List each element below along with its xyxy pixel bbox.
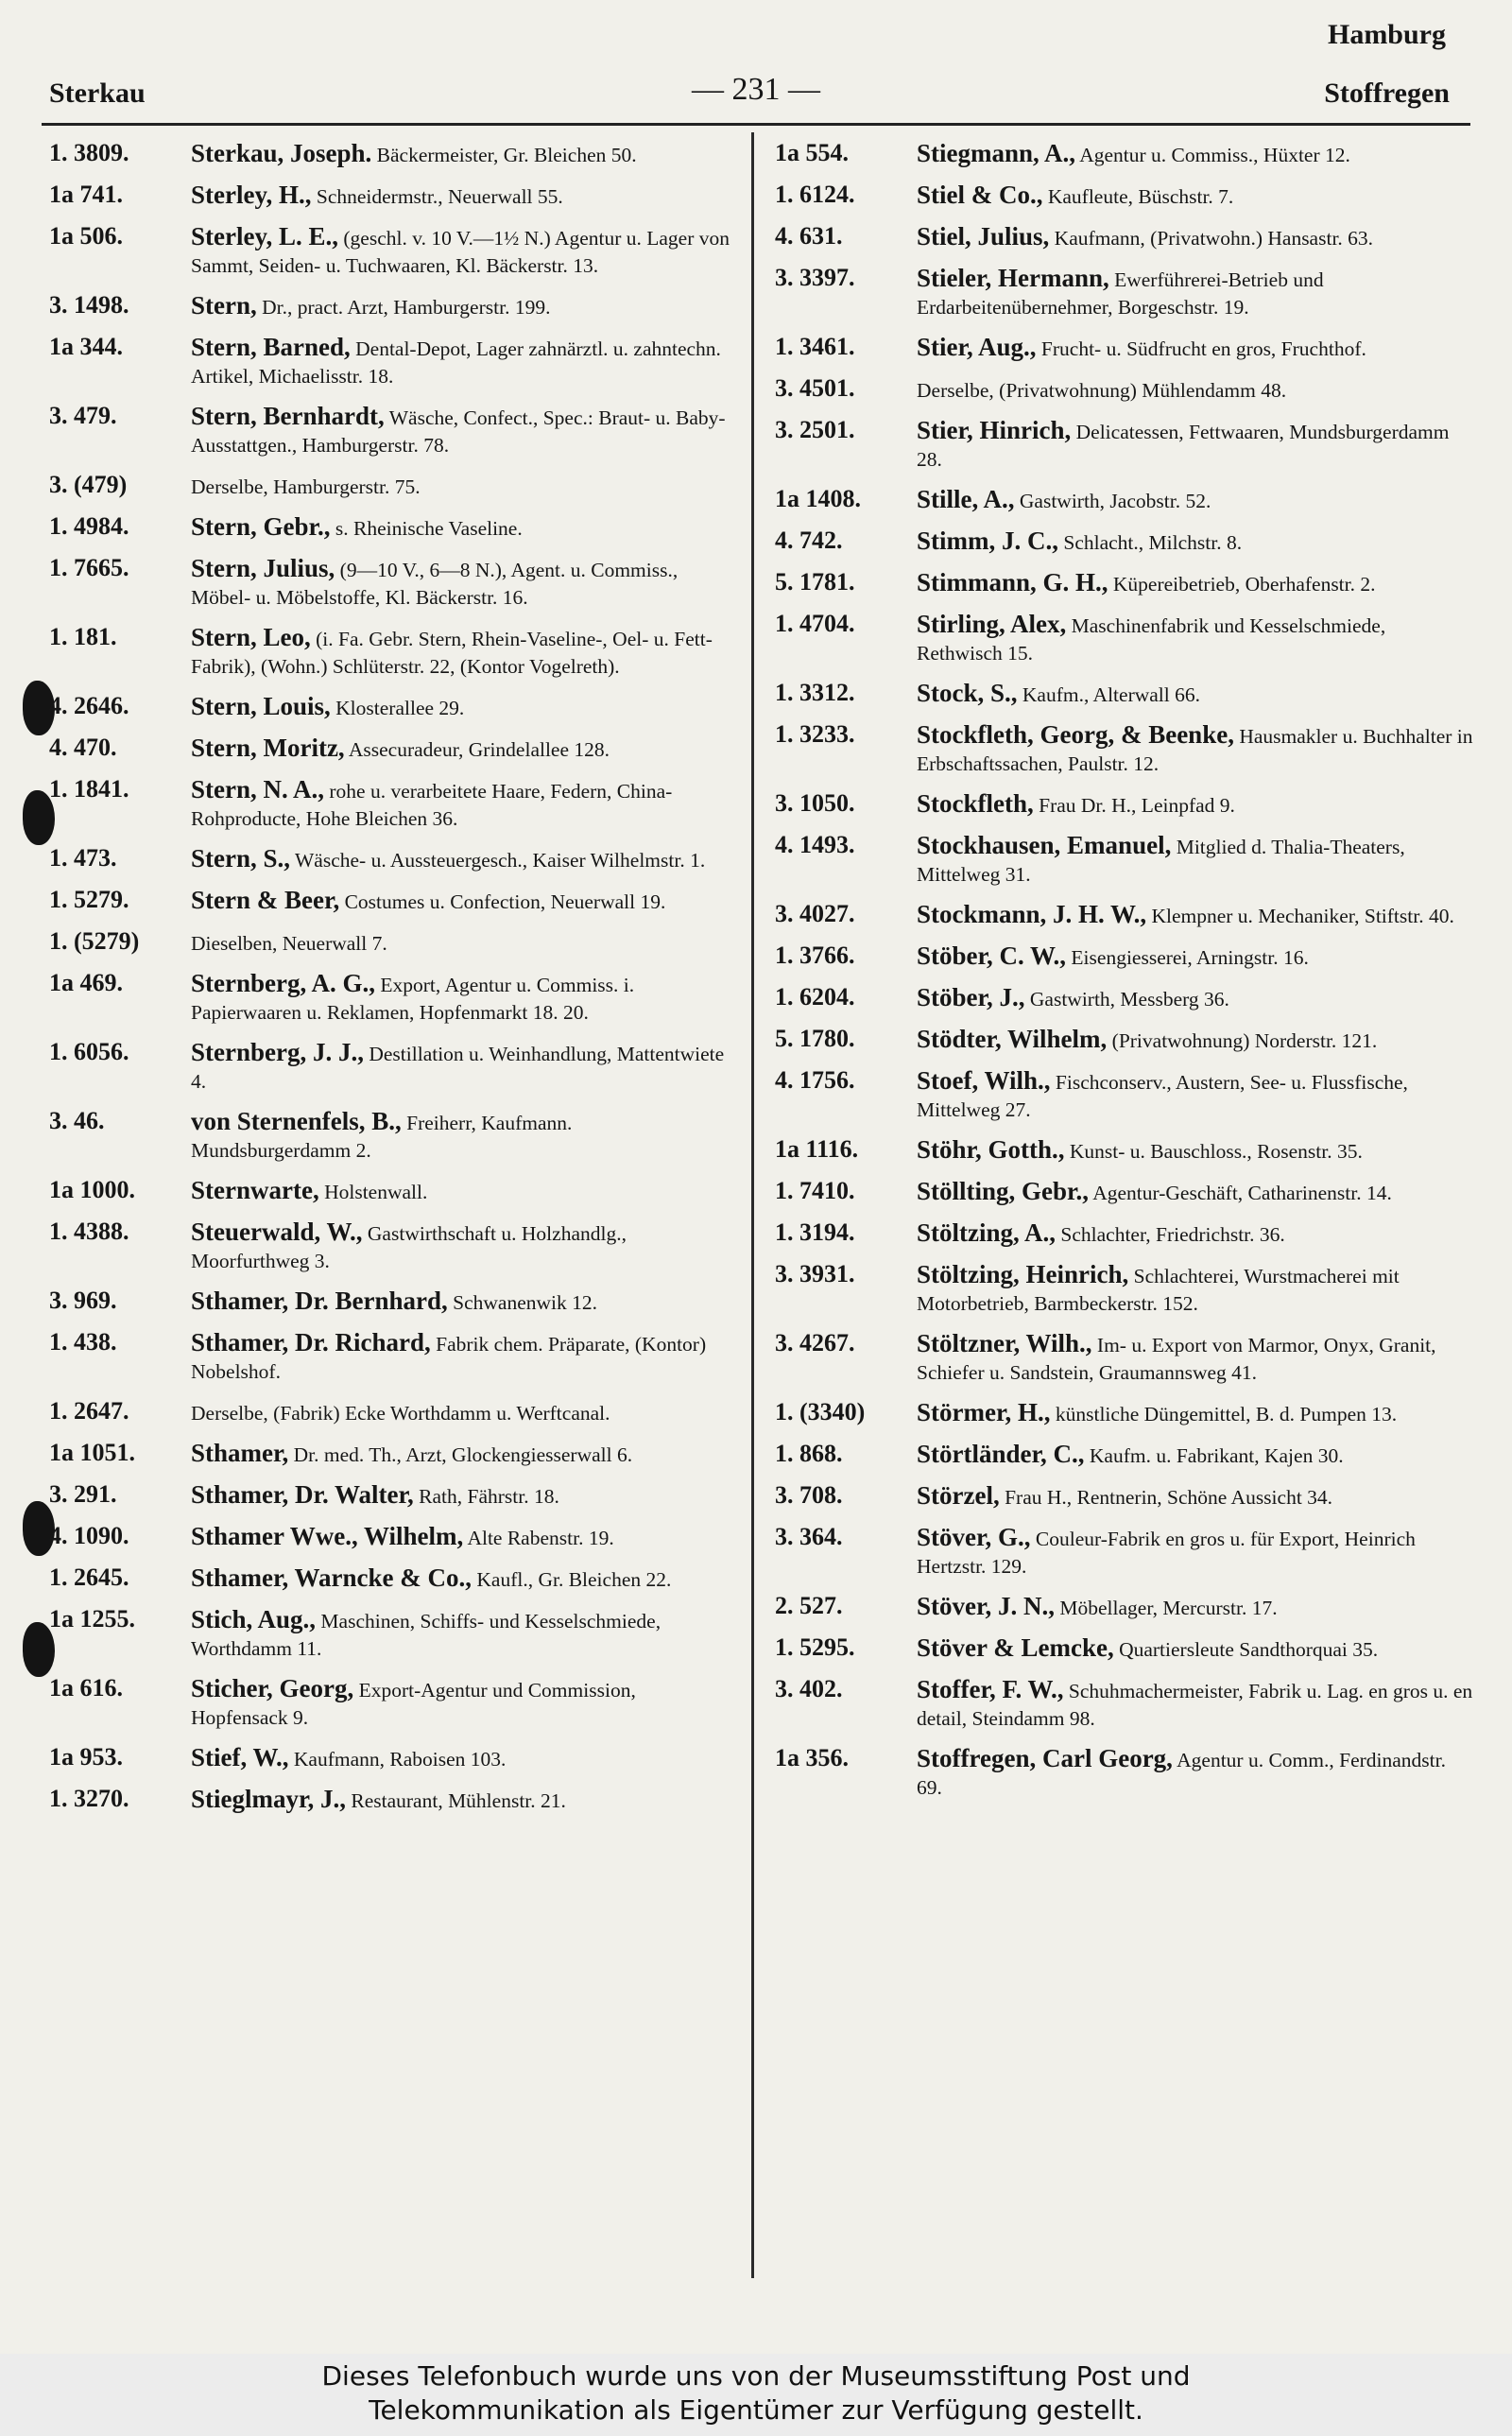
- phone-reference: 1. 181.: [49, 623, 117, 650]
- phone-reference: 3. 708.: [775, 1481, 843, 1509]
- directory-entry: [775, 265, 1474, 321]
- phone-reference: 1. 2645.: [49, 1564, 129, 1591]
- directory-entry: [775, 1261, 1474, 1318]
- phone-reference: 4. 470.: [49, 734, 117, 761]
- phone-reference: 3. 3397.: [775, 264, 855, 291]
- directory-entry: [49, 1481, 734, 1511]
- phone-reference: 3. (479): [49, 471, 128, 498]
- directory-entry: [49, 1287, 734, 1317]
- footer-line: Dieses Telefonbuch wurde uns von der Museumsstiftung Post und: [321, 2360, 1191, 2392]
- directory-entry: [49, 693, 734, 722]
- subscriber-name: Stern, Gebr.,: [191, 512, 331, 541]
- subscriber-name: Sticher, Georg,: [191, 1674, 354, 1702]
- directory-entry: [49, 887, 734, 916]
- subscriber-details: Eisengiesserei, Arningstr. 16.: [1066, 946, 1309, 969]
- subscriber-details: (Privatwohnung) Norderstr. 121.: [1107, 1029, 1378, 1052]
- subscriber-details: Alte Rabenstr. 19.: [463, 1527, 614, 1549]
- subscriber-details: Derselbe, Hamburgerstr. 75.: [191, 475, 421, 498]
- directory-entry: [775, 1441, 1474, 1470]
- subscriber-name: Stern,: [191, 291, 257, 320]
- subscriber-details: Im- u. Export von Marmor, Onyx, Granit, Schiefer u. Sandstein, Graumannsweg 41.: [917, 1334, 1436, 1384]
- phone-reference: 1. 3809.: [49, 139, 129, 166]
- subscriber-details: Assecuradeur, Grindelallee 128.: [344, 738, 610, 761]
- directory-entry: [49, 555, 734, 612]
- directory-entry: [49, 970, 734, 1027]
- subscriber-name: Sternwarte,: [191, 1176, 319, 1204]
- directory-entry: [775, 901, 1474, 930]
- phone-reference: 1a 469.: [49, 969, 123, 996]
- phone-reference: 1. 3270.: [49, 1785, 129, 1812]
- phone-reference: 3. 2501.: [775, 416, 855, 443]
- directory-entry: [49, 1218, 734, 1275]
- phone-reference: 1. 5295.: [775, 1633, 855, 1661]
- directory-entry: [775, 1330, 1474, 1387]
- subscriber-details: Agentur u. Commiss., Hüxter 12.: [1075, 144, 1350, 166]
- phone-reference: 1. 4704.: [775, 610, 855, 637]
- subscriber-details: Ewerführerei-Betrieb und Erdarbeitenübernehmer, Borgeschstr. 19.: [917, 268, 1324, 319]
- directory-entry: [775, 1745, 1474, 1802]
- directory-entry: [775, 1524, 1474, 1581]
- subscriber-name: Sternberg, A. G.,: [191, 969, 375, 997]
- subscriber-name: Stern, N. A.,: [191, 775, 324, 803]
- subscriber-details: Gastwirth, Messberg 36.: [1024, 988, 1229, 1011]
- subscriber-name: Stier, Hinrich,: [917, 416, 1072, 444]
- subscriber-details: Klosterallee 29.: [330, 697, 465, 719]
- subscriber-details: Derselbe, (Fabrik) Ecke Worthdamm u. Werftcanal.: [191, 1402, 610, 1425]
- directory-entry: [49, 845, 734, 874]
- subscriber-details: Gastwirth, Jacobstr. 52.: [1014, 490, 1211, 512]
- phone-reference: 1a 506.: [49, 222, 123, 250]
- subscriber-details: Schlachterei, Wurstmacherei mit Motorbetrieb, Barmbeckerstr. 152.: [917, 1265, 1400, 1315]
- directory-entry: [49, 223, 734, 280]
- subscriber-details: Delicatessen, Fettwaaren, Mundsburgerdamm 28.: [917, 421, 1450, 471]
- subscriber-name: Sternberg, J. J.,: [191, 1038, 364, 1066]
- subscriber-name: Stich, Aug.,: [191, 1605, 317, 1633]
- left-guide-word: Sterkau: [49, 78, 146, 109]
- directory-entry: [49, 472, 734, 501]
- directory-entry: [49, 1108, 734, 1165]
- phone-reference: 1a 356.: [775, 1744, 849, 1771]
- phone-reference: 4. 1090.: [49, 1522, 129, 1549]
- subscriber-details: (9—10 V., 6—8 N.), Agent. u. Commiss., Möbel- u. Möbelstoffe, Kl. Bäckerstr. 16.: [191, 559, 679, 609]
- directory-entry: [49, 624, 734, 681]
- phone-reference: 1. 5279.: [49, 886, 129, 913]
- phone-reference: 1. 438.: [49, 1328, 117, 1356]
- subscriber-details: Mitglied d. Thalia-Theaters, Mittelweg 31.: [917, 836, 1405, 886]
- directory-entry: [775, 1178, 1474, 1207]
- directory-entry: [775, 334, 1474, 363]
- subscriber-name: Störmer, H.,: [917, 1398, 1051, 1426]
- subscriber-name: Stoffregen, Carl Georg,: [917, 1744, 1173, 1772]
- subscriber-name: Stille, A.,: [917, 485, 1015, 513]
- subscriber-details: Dieselben, Neuerwall 7.: [191, 932, 387, 955]
- subscriber-name: Stier, Aug.,: [917, 333, 1037, 361]
- phone-reference: 4. 742.: [775, 527, 843, 554]
- phone-reference: 1. 473.: [49, 844, 117, 872]
- subscriber-name: Stieglmayr, J.,: [191, 1785, 346, 1813]
- subscriber-name: Stöllting, Gebr.,: [917, 1177, 1090, 1205]
- directory-entry: [49, 734, 734, 764]
- phone-reference: 3. 402.: [775, 1675, 843, 1702]
- phone-reference: 1. (3340): [775, 1398, 866, 1425]
- directory-entry: [49, 334, 734, 390]
- subscriber-details: Kaufmann, (Privatwohn.) Hansastr. 63.: [1049, 227, 1374, 250]
- directory-entry: [49, 292, 734, 321]
- subscriber-details: Frau Dr. H., Leinpfad 9.: [1033, 794, 1235, 817]
- subscriber-details: Couleur-Fabrik en gros u. für Export, Heinrich Hertzstr. 129.: [917, 1528, 1416, 1578]
- directory-entry: [775, 1067, 1474, 1124]
- subscriber-details: Costumes u. Confection, Neuerwall 19.: [339, 890, 666, 913]
- phone-reference: 3. 4501.: [775, 374, 855, 402]
- phone-reference: 1a 1051.: [49, 1439, 135, 1466]
- phone-reference: 1a 1408.: [775, 485, 861, 512]
- subscriber-name: Stirling, Alex,: [917, 610, 1067, 638]
- phone-reference: 3. 4267.: [775, 1329, 855, 1356]
- phone-reference: 1. 3312.: [775, 679, 855, 706]
- directory-entry: [49, 403, 734, 459]
- subscriber-details: Holstenwall.: [318, 1181, 428, 1203]
- phone-reference: 1. 7665.: [49, 554, 129, 581]
- subscriber-name: Stiel & Co.,: [917, 181, 1043, 209]
- footer-line: Telekommunikation als Eigentümer zur Verfügung gestellt.: [369, 2394, 1143, 2426]
- directory-entry: [775, 1634, 1474, 1664]
- directory-entry: [775, 721, 1474, 778]
- subscriber-details: Wäsche, Confect., Spec.: Braut- u. Baby-Ausstattgen., Hamburgerstr. 78.: [191, 406, 726, 457]
- directory-entry: [49, 1177, 734, 1206]
- phone-reference: 1a 1116.: [775, 1135, 859, 1163]
- subscriber-name: Stöltzing, Heinrich,: [917, 1260, 1129, 1288]
- subscriber-details: Kaufmann, Raboisen 103.: [288, 1748, 507, 1771]
- subscriber-details: Hausmakler u. Buchhalter in Erbschaftssachen, Paulstr. 12.: [917, 725, 1473, 775]
- subscriber-details: Fischconserv., Austern, See- u. Flussfische, Mittelweg 27.: [917, 1071, 1408, 1121]
- phone-reference: 1. 868.: [775, 1440, 843, 1467]
- header-rule: [42, 123, 1470, 126]
- left-column: [49, 140, 734, 1827]
- subscriber-details: Fabrik chem. Präparate, (Kontor) Nobelshof.: [191, 1333, 707, 1383]
- right-column: [775, 140, 1474, 1814]
- subscriber-details: (geschl. v. 10 V.—1½ N.) Agentur u. Lager von Sammt, Seiden- u. Tuchwaaren, Kl. Bäckerstr. 13.: [191, 227, 730, 277]
- phone-reference: 3. 1498.: [49, 291, 129, 319]
- directory-entry: [775, 527, 1474, 557]
- phone-reference: 5. 1781.: [775, 568, 855, 596]
- phone-reference: 3. 479.: [49, 402, 117, 429]
- subscriber-name: Sthamer, Dr. Walter,: [191, 1480, 414, 1509]
- right-guide-word: Stoffregen: [1324, 78, 1450, 109]
- subscriber-details: Schlacht., Milchstr. 8.: [1058, 531, 1243, 554]
- phone-reference: 4. 1756.: [775, 1066, 855, 1094]
- phone-reference: 1. 2647.: [49, 1397, 129, 1425]
- phone-reference: 3. 364.: [775, 1523, 843, 1550]
- phone-reference: 2. 527.: [775, 1592, 843, 1619]
- subscriber-details: Kaufleute, Büschstr. 7.: [1042, 185, 1234, 208]
- subscriber-name: Stief, W.,: [191, 1743, 289, 1771]
- subscriber-details: Bäckermeister, Gr. Bleichen 50.: [371, 144, 637, 166]
- subscriber-name: Stockhausen, Emanuel,: [917, 831, 1172, 859]
- subscriber-name: Steuerwald, W.,: [191, 1218, 363, 1246]
- city-header: Hamburg: [1327, 19, 1446, 50]
- subscriber-name: Stern, Louis,: [191, 692, 331, 720]
- column-divider: [751, 132, 754, 2278]
- subscriber-details: Kaufm., Alterwall 66.: [1017, 683, 1200, 706]
- subscriber-name: Sthamer, Dr. Richard,: [191, 1328, 431, 1356]
- directory-entry: [775, 569, 1474, 598]
- phone-reference: 1. 4388.: [49, 1218, 129, 1245]
- subscriber-details: Freiherr, Kaufmann. Mundsburgerdamm 2.: [191, 1112, 573, 1162]
- directory-entry: [49, 513, 734, 543]
- phone-reference: 1. (5279): [49, 927, 140, 955]
- subscriber-details: Frau H., Rentnerin, Schöne Aussicht 34.: [999, 1486, 1333, 1509]
- directory-entry: [775, 223, 1474, 252]
- subscriber-name: Stern, S.,: [191, 844, 291, 872]
- phone-reference: 1. 3461.: [775, 333, 855, 360]
- phone-reference: 1. 3766.: [775, 942, 855, 969]
- directory-entry: [775, 1399, 1474, 1428]
- phone-reference: 4. 1493.: [775, 831, 855, 858]
- phone-reference: 4. 631.: [775, 222, 843, 250]
- subscriber-name: Stiegmann, A.,: [917, 139, 1076, 167]
- subscriber-details: Export, Agentur u. Commiss. i. Papierwaaren u. Reklamen, Hopfenmarkt 18. 20.: [191, 974, 635, 1024]
- phone-reference: 1. 7410.: [775, 1177, 855, 1204]
- subscriber-details: Restaurant, Mühlenstr. 21.: [346, 1789, 566, 1812]
- subscriber-name: Stockfleth, Georg, & Beenke,: [917, 720, 1234, 749]
- subscriber-name: Stimmann, G. H.,: [917, 568, 1108, 596]
- directory-entry: [775, 790, 1474, 820]
- phone-reference: 3. 291.: [49, 1480, 117, 1508]
- subscriber-name: Stöver, J. N.,: [917, 1592, 1055, 1620]
- subscriber-name: Sthamer Wwe., Wilhelm,: [191, 1522, 464, 1550]
- phone-reference: 1. 1841.: [49, 775, 129, 803]
- phone-reference: 3. 1050.: [775, 789, 855, 817]
- phone-reference: 1a 953.: [49, 1743, 123, 1771]
- phone-reference: 1a 344.: [49, 333, 123, 360]
- subscriber-details: Maschinen, Schiffs- und Kesselschmiede, Worthdamm 11.: [191, 1610, 662, 1660]
- subscriber-name: Stern, Bernhardt,: [191, 402, 385, 430]
- subscriber-name: Stöver, G.,: [917, 1523, 1031, 1551]
- subscriber-name: Stern, Leo,: [191, 623, 311, 651]
- directory-entry: [49, 928, 734, 958]
- directory-entry: [49, 181, 734, 211]
- directory-entry: [775, 181, 1474, 211]
- subscriber-details: Kunst- u. Bauschloss., Rosenstr. 35.: [1064, 1140, 1363, 1163]
- directory-entry: [49, 1039, 734, 1096]
- directory-entry: [775, 680, 1474, 709]
- phone-reference: 1a 616.: [49, 1674, 123, 1702]
- subscriber-name: Stiel, Julius,: [917, 222, 1050, 251]
- subscriber-name: Stern, Moritz,: [191, 734, 345, 762]
- directory-entry: [775, 984, 1474, 1013]
- phone-reference: 1a 554.: [775, 139, 849, 166]
- subscriber-name: Stock, S.,: [917, 679, 1018, 707]
- directory-entry: [49, 1523, 734, 1552]
- subscriber-name: Stöber, J.,: [917, 983, 1025, 1011]
- subscriber-name: Stoffer, F. W.,: [917, 1675, 1064, 1703]
- subscriber-details: Dr. med. Th., Arzt, Glockengiesserwall 6.: [288, 1443, 633, 1466]
- directory-entry: [49, 1440, 734, 1469]
- subscriber-details: Küpereibetrieb, Oberhafenstr. 2.: [1108, 573, 1376, 596]
- subscriber-name: Stöltzner, Wilh.,: [917, 1329, 1092, 1357]
- footer-notice: [0, 2354, 1512, 2436]
- phone-reference: 4. 2646.: [49, 692, 129, 719]
- directory-entry: [775, 417, 1474, 474]
- subscriber-details: Frucht- u. Südfrucht en gros, Fruchthof.: [1036, 337, 1366, 360]
- directory-entry: [775, 486, 1474, 515]
- subscriber-details: Gastwirthschaft u. Holzhandlg., Moorfurthweg 3.: [191, 1222, 627, 1272]
- subscriber-details: Möbellager, Mercurstr. 17.: [1055, 1597, 1278, 1619]
- subscriber-name: Stimm, J. C.,: [917, 527, 1058, 555]
- subscriber-details: Rath, Fährstr. 18.: [413, 1485, 559, 1508]
- subscriber-name: Stoef, Wilh.,: [917, 1066, 1051, 1095]
- subscriber-details: Schwanenwik 12.: [447, 1291, 598, 1314]
- subscriber-name: Störzel,: [917, 1481, 1000, 1510]
- phone-reference: 1. 6124.: [775, 181, 855, 208]
- directory-entry: [775, 1136, 1474, 1166]
- subscriber-details: Agentur-Geschäft, Catharinenstr. 14.: [1089, 1182, 1392, 1204]
- directory-entry: [775, 1593, 1474, 1622]
- subscriber-details: Schuhmachermeister, Fabrik u. Lag. en gros u. en detail, Steindamm 98.: [917, 1680, 1473, 1730]
- phone-reference: 1a 741.: [49, 181, 123, 208]
- subscriber-name: Störtländer, C.,: [917, 1440, 1085, 1468]
- subscriber-name: Stern & Beer,: [191, 886, 340, 914]
- phone-reference: 3. 969.: [49, 1287, 117, 1314]
- subscriber-name: Stern, Barned,: [191, 333, 351, 361]
- subscriber-details: Klempner u. Mechaniker, Stiftstr. 40.: [1146, 905, 1454, 927]
- subscriber-details: Kaufl., Gr. Bleichen 22.: [472, 1568, 672, 1591]
- subscriber-details: Kaufm. u. Fabrikant, Kajen 30.: [1084, 1444, 1344, 1467]
- directory-entry: [775, 832, 1474, 889]
- directory-entry: [775, 942, 1474, 972]
- directory-entry: [775, 1676, 1474, 1733]
- directory-entry: [49, 1329, 734, 1386]
- directory-entry: [775, 1026, 1474, 1055]
- subscriber-details: Destillation u. Weinhandlung, Mattentwiete 4.: [191, 1043, 725, 1093]
- subscriber-details: Export-Agentur und Commission, Hopfensack 9.: [191, 1679, 636, 1729]
- phone-reference: 1. 4984.: [49, 512, 129, 540]
- subscriber-details: Maschinenfabrik und Kesselschmiede, Rethwisch 15.: [917, 614, 1386, 665]
- directory-entry: [49, 1744, 734, 1773]
- phone-reference: 1. 3233.: [775, 720, 855, 748]
- subscriber-name: von Sternenfels, B.,: [191, 1107, 402, 1135]
- subscriber-name: Stockmann, J. H. W.,: [917, 900, 1147, 928]
- phone-reference: 3. 4027.: [775, 900, 855, 927]
- subscriber-name: Stöver & Lemcke,: [917, 1633, 1114, 1662]
- directory-entry: [49, 1606, 734, 1663]
- page-number: — 231 —: [692, 72, 820, 107]
- directory-entry: [49, 1675, 734, 1732]
- directory-entry: [49, 140, 734, 169]
- directory-entry: [775, 611, 1474, 667]
- directory-entry: [49, 1786, 734, 1815]
- subscriber-details: künstliche Düngemittel, B. d. Pumpen 13.: [1050, 1403, 1398, 1425]
- subscriber-details: rohe u. verarbeitete Haare, Federn, China-Rohproducte, Hohe Bleichen 36.: [191, 780, 673, 830]
- subscriber-name: Sthamer,: [191, 1439, 289, 1467]
- subscriber-details: Dental-Depot, Lager zahnärztl. u. zahntechn. Artikel, Michaelisstr. 18.: [191, 337, 721, 388]
- subscriber-name: Sthamer, Dr. Bernhard,: [191, 1287, 448, 1315]
- subscriber-details: Wäsche- u. Aussteuergesch., Kaiser Wilhelmstr. 1.: [290, 849, 706, 872]
- phone-reference: 1. 6204.: [775, 983, 855, 1011]
- directory-entry: [775, 375, 1474, 405]
- subscriber-details: Schlachter, Friedrichstr. 36.: [1056, 1223, 1285, 1246]
- subscriber-details: (i. Fa. Gebr. Stern, Rhein-Vaseline-, Oel- u. Fett-Fabrik), (Wohn.) Schlüterstr. 22, (Kontor Vogelreth).: [191, 628, 713, 678]
- phone-reference: 1a 1255.: [49, 1605, 135, 1633]
- subscriber-details: Dr., pract. Arzt, Hamburgerstr. 199.: [256, 296, 551, 319]
- subscriber-name: Stern, Julius,: [191, 554, 335, 582]
- directory-entry: [775, 1219, 1474, 1249]
- subscriber-details: Schneidermstr., Neuerwall 55.: [311, 185, 563, 208]
- subscriber-name: Stödter, Wilhelm,: [917, 1025, 1108, 1053]
- subscriber-name: Sthamer, Warncke & Co.,: [191, 1564, 472, 1592]
- subscriber-name: Stockfleth,: [917, 789, 1034, 818]
- phone-reference: 1. 3194.: [775, 1218, 855, 1246]
- directory-entry: [49, 1564, 734, 1594]
- subscriber-name: Stöhr, Gotth.,: [917, 1135, 1065, 1164]
- subscriber-details: Derselbe, (Privatwohnung) Mühlendamm 48.: [917, 379, 1287, 402]
- subscriber-details: s. Rheinische Vaseline.: [330, 517, 523, 540]
- subscriber-details: Quartiersleute Sandthorquai 35.: [1113, 1638, 1379, 1661]
- subscriber-name: Sterley, H.,: [191, 181, 312, 209]
- phone-reference: 1a 1000.: [49, 1176, 135, 1203]
- subscriber-name: Stöltzing, A.,: [917, 1218, 1057, 1247]
- phone-reference: 3. 3931.: [775, 1260, 855, 1287]
- directory-entry: [775, 140, 1474, 169]
- subscriber-name: Stieler, Hermann,: [917, 264, 1109, 292]
- subscriber-name: Stöber, C. W.,: [917, 942, 1067, 970]
- phone-reference: 3. 46.: [49, 1107, 105, 1134]
- phone-reference: 1. 6056.: [49, 1038, 129, 1065]
- subscriber-details: Agentur u. Comm., Ferdinandstr. 69.: [917, 1749, 1446, 1799]
- phone-reference: 5. 1780.: [775, 1025, 855, 1052]
- directory-entry: [49, 1398, 734, 1427]
- subscriber-name: Sterkau, Joseph.: [191, 139, 372, 167]
- subscriber-name: Sterley, L. E.,: [191, 222, 338, 251]
- directory-entry: [775, 1482, 1474, 1512]
- directory-entry: [49, 776, 734, 833]
